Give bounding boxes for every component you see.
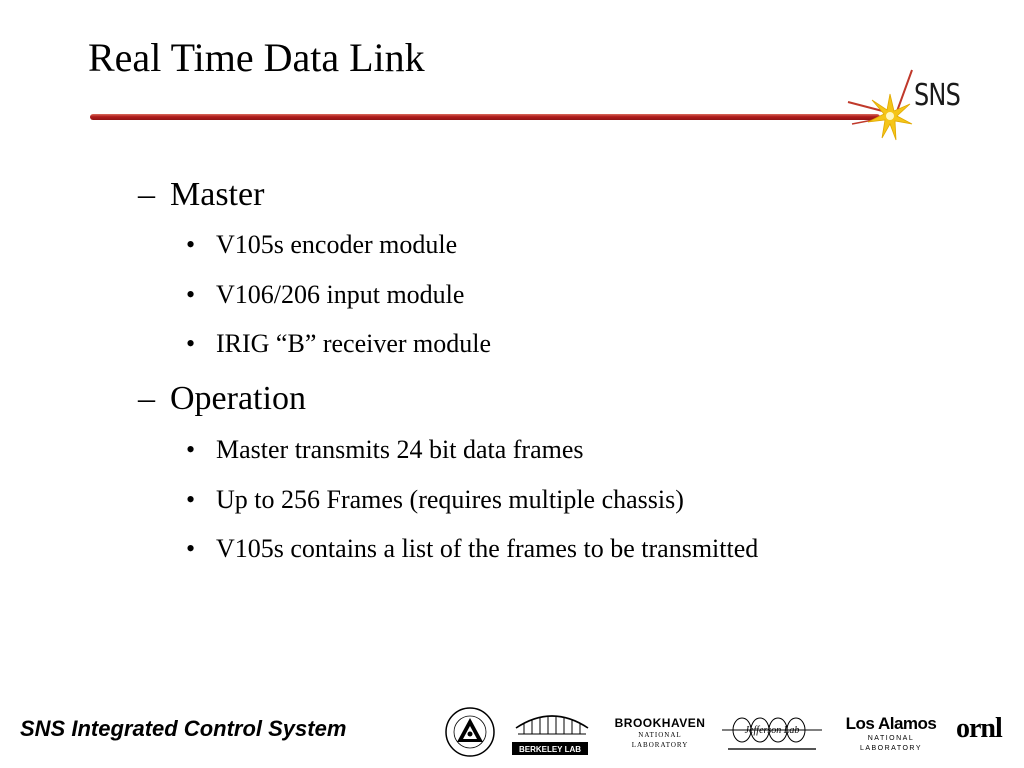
los-alamos-sub: NATIONAL LABORATORY	[859, 735, 923, 752]
bullet-text: Master transmits 24 bit data frames	[216, 435, 584, 464]
footer-label: SNS Integrated Control System	[20, 716, 347, 741]
bullet-text: V105s encoder module	[216, 230, 458, 259]
bullet-marker: •	[186, 435, 196, 464]
sns-logo-text: SNS	[914, 78, 961, 113]
jefferson-lab-text: Jefferson Lab	[744, 725, 800, 736]
bullet-item	[186, 229, 457, 261]
bullet-item	[186, 434, 584, 466]
bullet-text: IRIG “B” receiver module	[216, 329, 492, 358]
berkeley-lab-logo	[510, 700, 594, 758]
section-heading-label: Master	[170, 176, 265, 213]
bullet-marker: •	[186, 534, 196, 563]
dash-marker: –	[138, 380, 155, 417]
section-heading-operation	[138, 379, 306, 419]
bullet-item	[186, 279, 464, 311]
bullet-text: V105s contains a list of the frames to be transmitted	[216, 534, 759, 563]
jefferson-lab-logo	[720, 708, 824, 756]
ornl-logo: ornl	[956, 713, 1002, 744]
bullet-text: Up to 256 Frames (requires multiple chassis)	[216, 485, 684, 514]
dash-marker: –	[138, 176, 155, 213]
brookhaven-name: BROOKHAVEN	[614, 716, 706, 730]
bullet-marker: •	[186, 230, 196, 259]
bullet-marker: •	[186, 280, 196, 309]
argonne-logo	[444, 704, 496, 760]
los-alamos-logo	[836, 714, 946, 752]
los-alamos-name: Los Alamos	[845, 714, 937, 733]
berkeley-lab-text: BERKELEY LAB	[518, 745, 582, 754]
brookhaven-logo	[612, 716, 708, 749]
bullet-text: V106/206 input module	[216, 280, 465, 309]
bullet-item	[186, 484, 684, 516]
bullet-item	[186, 328, 491, 360]
slide-title: Real Time Data Link	[88, 35, 425, 80]
bullet-marker: •	[186, 485, 196, 514]
section-heading-master	[138, 175, 264, 215]
brookhaven-sub: NATIONAL LABORATORY	[631, 731, 689, 749]
section-heading-label: Operation	[170, 380, 306, 417]
bullet-item	[186, 533, 758, 565]
bullet-marker: •	[186, 329, 196, 358]
